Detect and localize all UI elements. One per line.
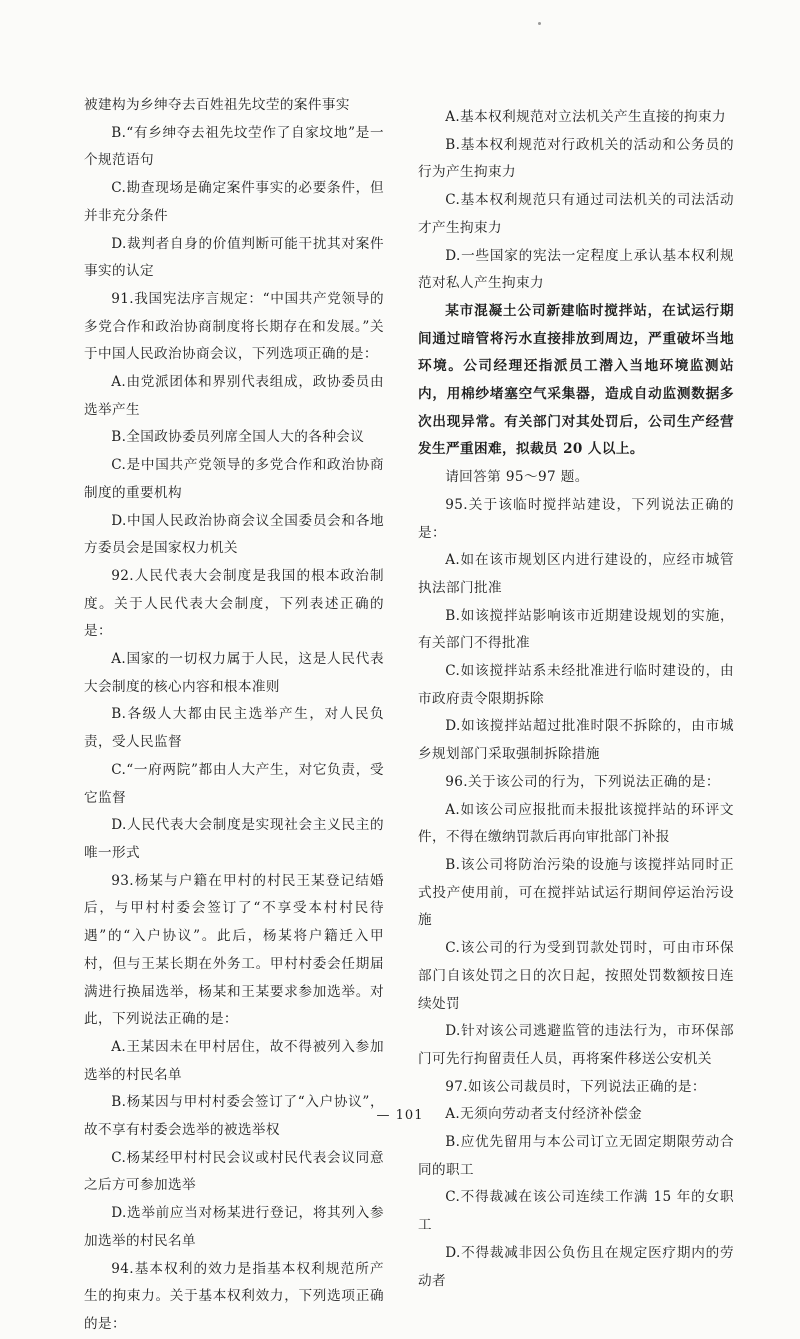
paragraph: B.各级人大都由民主选举产生，对人民负责，受人民监督 <box>84 706 384 751</box>
paragraph: D.针对该公司逃避监管的违法行为，市环保部门可先行拘留责任人员，再将案件移送公安机关 <box>418 1023 734 1067</box>
paragraph: 请回答第 95～97 题。 <box>445 469 589 486</box>
paragraph: C.“一府两院”都由人大产生，对它负责，受它监督 <box>84 761 384 806</box>
paragraph: A.王某因未在甲村居住，故不得被列入参加选举的村民名单 <box>84 1038 384 1083</box>
paragraph: C.是中国共产党领导的多党合作和政治协商制度的重要机构 <box>84 457 384 501</box>
paragraph: D.一些国家的宪法一定程度上承认基本权利规范对私人产生拘束力 <box>418 247 734 292</box>
paragraph: C.勘查现场是确定案件事实的必要条件，但并非充分条件 <box>84 180 384 224</box>
case-passage: 某市混凝土公司新建临时搅拌站，在试运行期间通过暗管将污水直接排放到周边，严重破坏当地环境。公司经理还指派员工潜入当地环境监测站内，用棉纱堵塞空气采集器，造成自动监测数据多次出现异常。有关部门对其处罚后，公司生产经营发生严重困难，拟裁员 20 人以上。 <box>418 302 734 458</box>
paragraph: B.该公司将防治污染的设施与该搅拌站同时正式投产使用前，可在搅拌站试运行期间停运治污设施 <box>418 856 734 929</box>
paragraph: 97.如该公司裁员时，下列说法正确的是： <box>445 1078 706 1095</box>
paragraph: B.杨某因与甲村村委会签订了“入户协议”，故不享有村委会选举的被选举权 <box>84 1094 384 1139</box>
paragraph: C.如该搅拌站系未经批准进行临时建设的，由市政府责令限期拆除 <box>418 663 734 707</box>
paragraph: B.如该搅拌站影响该市近期建设规划的实施，有关部门不得批准 <box>418 607 734 652</box>
paragraph: C.杨某经甲村村民会议或村民代表会议同意之后方可参加选举 <box>84 1149 384 1194</box>
paragraph: D.不得裁减非因公负伤且在规定医疗期内的劳动者 <box>418 1244 734 1289</box>
paragraph: D.人民代表大会制度是实现社会主义民主的唯一形式 <box>84 817 384 861</box>
paragraph: 93.杨某与户籍在甲村的村民王某登记结婚后，与甲村村委会签订了“不享受本村村民待遇”的“入户协议”。此后，杨某将户籍迁入甲村，但与王某长期在外务工。甲村村委会任期届满进行换届选举，杨某和王某要求参加选举。对此，下列说法正确的是： <box>84 872 384 1028</box>
left-column <box>84 92 384 1339</box>
paragraph: B.全国政协委员列席全国人大的各种会议 <box>111 429 365 446</box>
paragraph: D.选举前应当对杨某进行登记，将其列入参加选举的村民名单 <box>84 1205 384 1249</box>
paragraph: A.如该公司应报批而未报批该搅拌站的环评文件，不得在缴纳罚款后再向审批部门补报 <box>418 801 734 846</box>
paragraph: D.裁判者自身的价值判断可能干扰其对案件事实的认定 <box>84 235 384 280</box>
paragraph: D.中国人民政治协商会议全国委员会和各地方委员会是国家权力机关 <box>84 512 384 557</box>
paragraph: A.如在该市规划区内进行建设的，应经市城管执法部门批准 <box>418 552 734 596</box>
paragraph: A.无须向劳动者支付经济补偿金 <box>445 1106 643 1123</box>
paragraph: 91.我国宪法序言规定：“中国共产党领导的多党合作和政治协商制度将长期存在和发展。”关于中国人民政治协商会议，下列选项正确的是： <box>84 290 384 363</box>
page-number: — 101 <box>376 1108 424 1123</box>
paragraph: C.基本权利规范只有通过司法机关的司法活动才产生拘束力 <box>418 192 734 236</box>
paragraph: 94.基本权利的效力是指基本权利规范所产生的拘束力。关于基本权利效力，下列选项正确的是： <box>84 1260 384 1332</box>
paragraph: 96.关于该公司的行为，下列说法正确的是： <box>445 773 720 790</box>
paragraph: 92.人民代表大会制度是我国的根本政治制度。关于人民代表大会制度，下列表述正确的是： <box>84 567 384 640</box>
paragraph: A.国家的一切权力属于人民，这是人民代表大会制度的核心内容和根本准则 <box>84 651 384 695</box>
paragraph: A.基本权利规范对立法机关产生直接的拘束力 <box>445 109 727 125</box>
paragraph: A.由党派团体和界别代表组成，政协委员由选举产生 <box>84 374 384 418</box>
scan-speck <box>538 22 541 25</box>
paragraph: B.基本权利规范对行政机关的活动和公务员的行为产生拘束力 <box>418 136 734 181</box>
paragraph: C.该公司的行为受到罚款处罚时，可由市环保部门自该处罚之日的次日起，按照处罚数额按日连续处罚 <box>418 940 734 1012</box>
paragraph: D.如该搅拌站超过批准时限不拆除的，由市城乡规划部门采取强制拆除措施 <box>418 718 734 763</box>
paragraph: 被建构为乡绅夺去百姓祖先坟茔的案件事实 <box>84 97 350 113</box>
paragraph: C.不得裁减在该公司连续工作满 15 年的女职工 <box>418 1189 734 1234</box>
paragraph: B.应优先留用与本公司订立无固定期限劳动合同的职工 <box>418 1134 734 1178</box>
paragraph: B.“有乡绅夺去祖先坟茔作了自家坟地”是一个规范语句 <box>84 124 384 169</box>
paragraph: 95.关于该临时搅拌站建设，下列说法正确的是： <box>418 496 734 541</box>
